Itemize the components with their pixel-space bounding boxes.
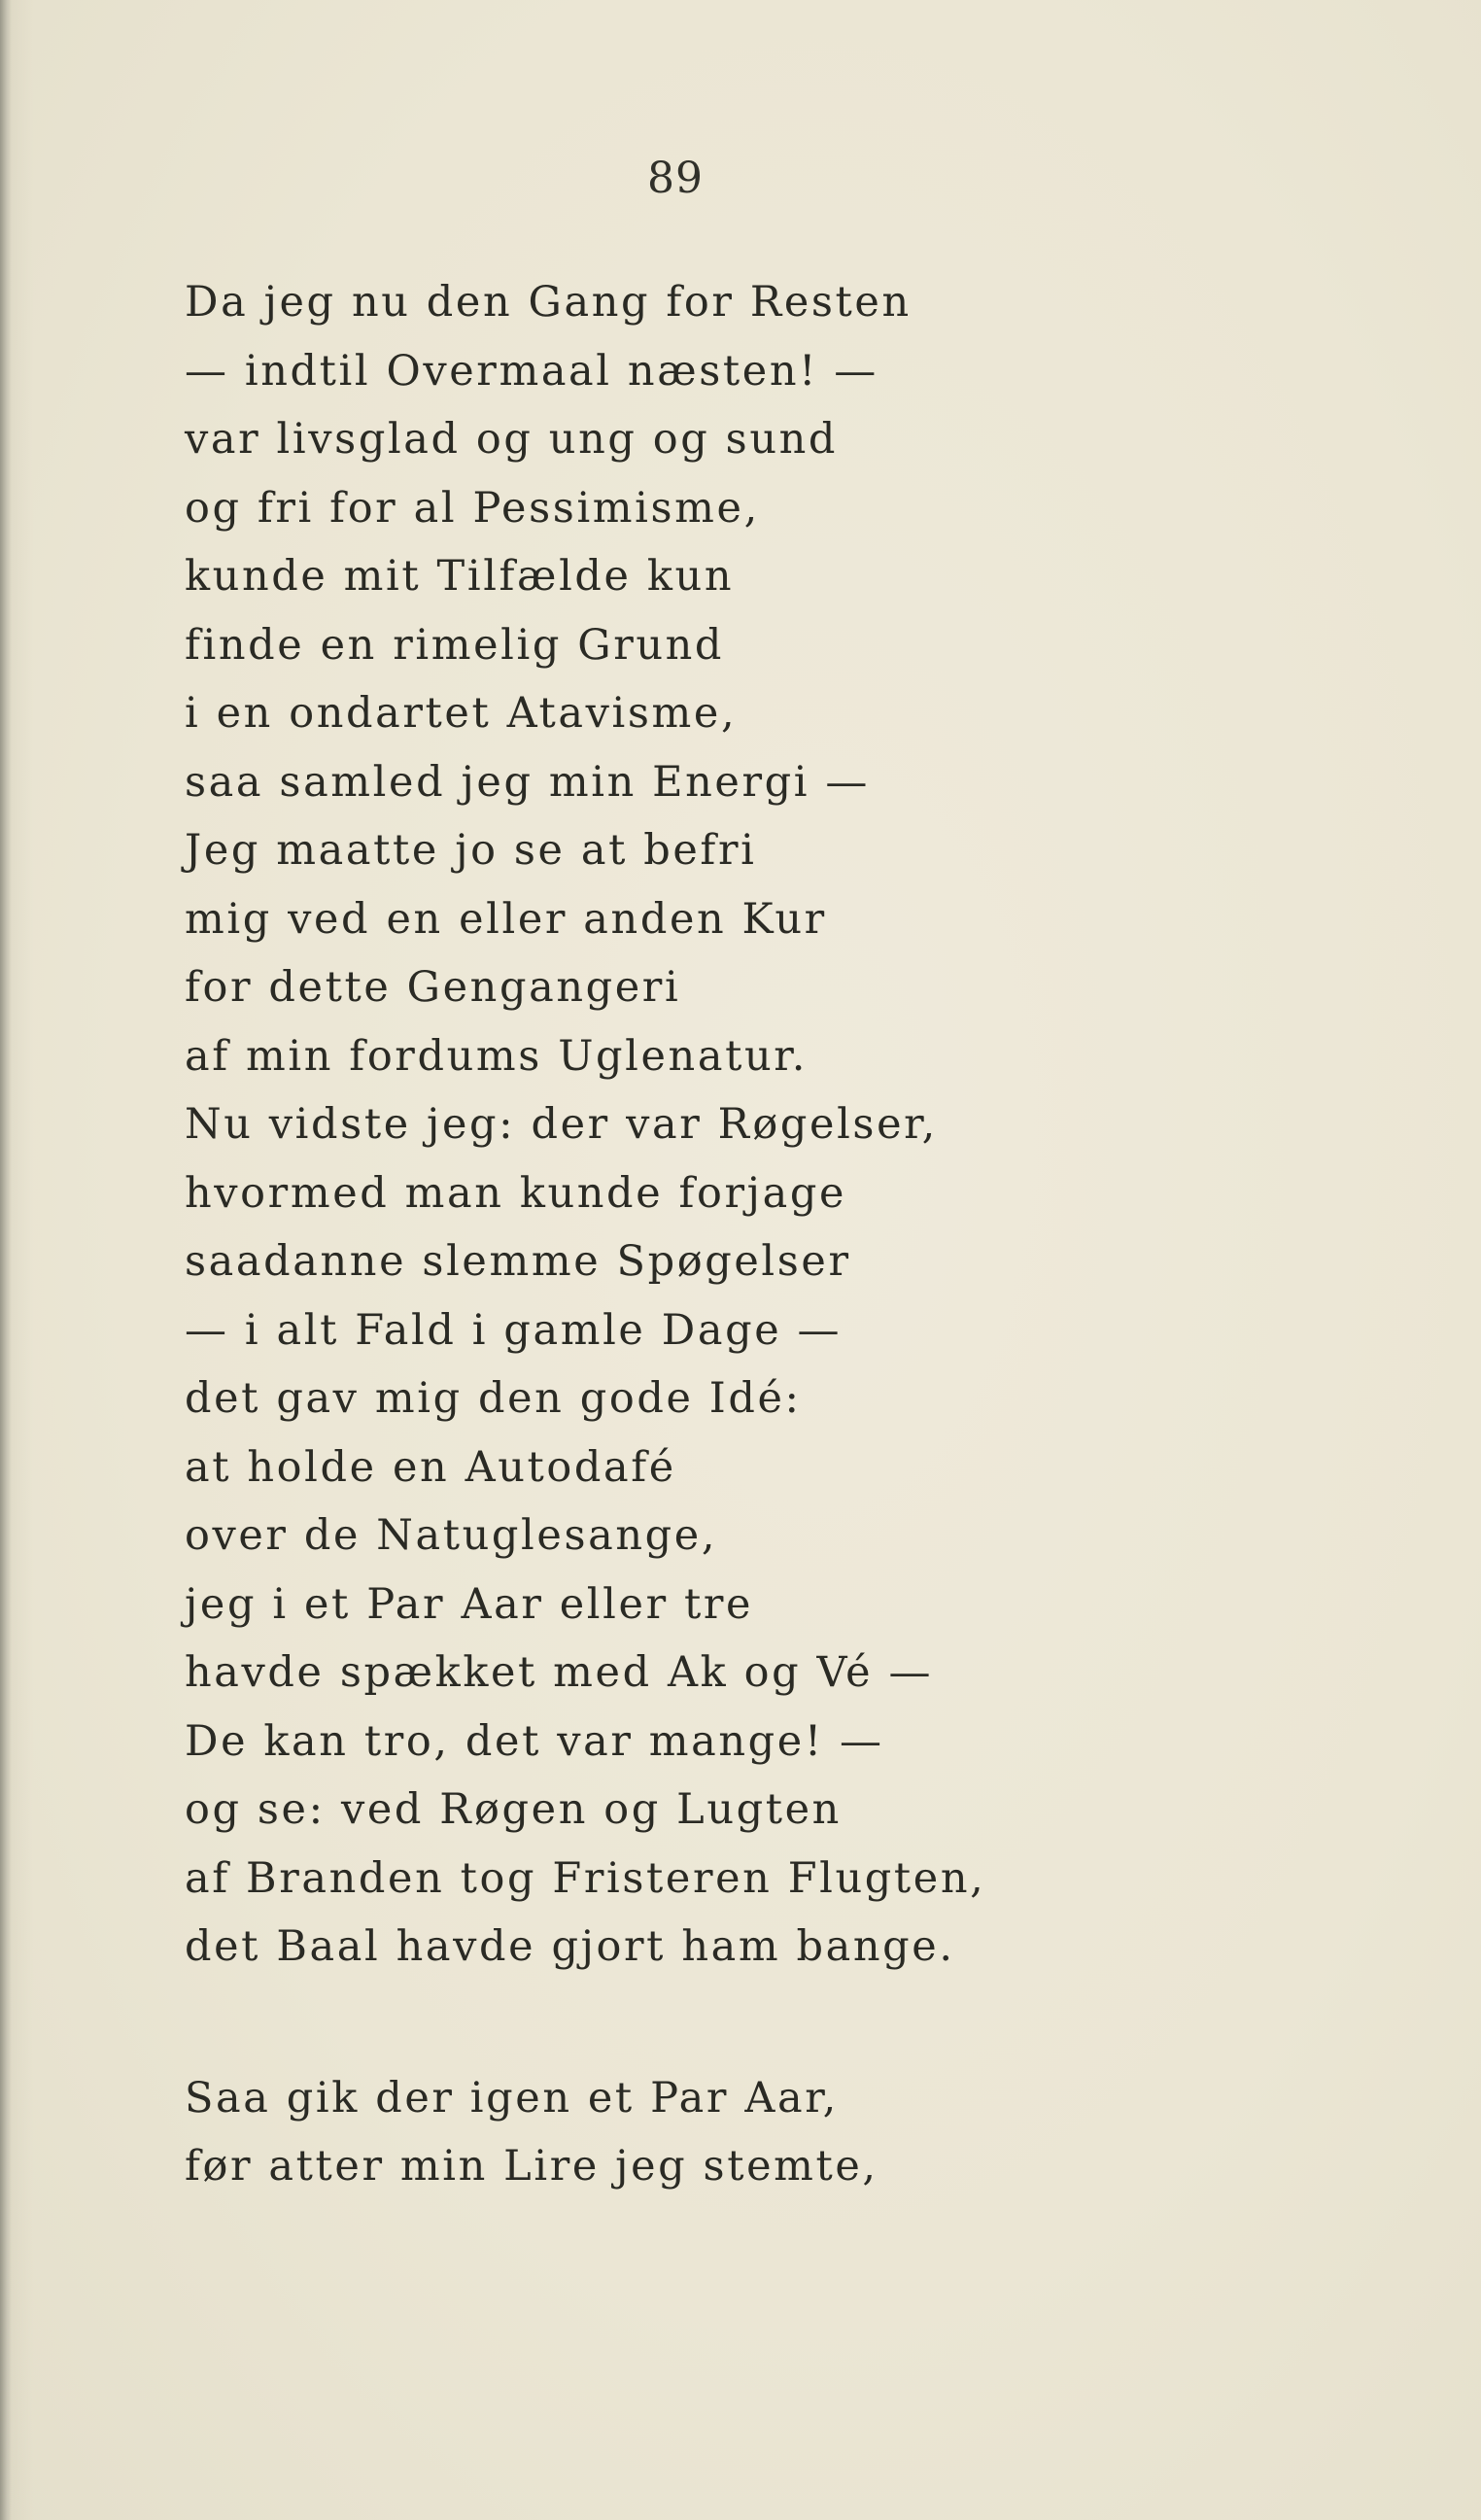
poem-line: Nu vidste jeg: der var Røgelser, (185, 1100, 938, 1149)
poem-line: for dette Gengangeri (185, 963, 681, 1012)
stanza-2 (185, 2064, 1302, 2201)
poem-line: var livsglad og ung og sund (185, 415, 839, 464)
poem-line: Da jeg nu den Gang for Resten (185, 278, 912, 327)
poem-line: af Branden tog Fristeren Flugten, (185, 1853, 986, 1903)
poem-line: af min fordums Uglenatur. (185, 1031, 808, 1081)
poem-line: over de Natuglesange, (185, 1511, 718, 1560)
poem-line: Jeg maatte jo se at befri (185, 826, 757, 875)
poem-line: i en ondartet Atavisme, (185, 689, 738, 738)
poem-line: hvormed man kunde forjage (185, 1168, 847, 1218)
poem-line: havde spækket med Ak og Vé — (185, 1648, 934, 1697)
poem-text (185, 268, 1302, 2201)
poem-line: saa samled jeg min Energi — (185, 757, 870, 807)
page-number: 89 (647, 154, 704, 203)
page-binding-edge (0, 0, 12, 2520)
poem-line: finde en rimelig Grund (185, 620, 725, 670)
poem-line: at holde en Autodafé (185, 1442, 676, 1492)
poem-line: før atter min Lire jeg stemte, (185, 2142, 878, 2191)
poem-line: — i alt Fald i gamle Dage — (185, 1305, 843, 1355)
poem-line: jeg i et Par Aar eller tre (185, 1579, 754, 1629)
poem-line: og se: ved Røgen og Lugten (185, 1785, 842, 1834)
stanza-1 (185, 268, 1302, 1982)
poem-line: det Baal havde gjort ham bange. (185, 1922, 955, 1971)
poem-line: det gav mig den gode Idé: (185, 1374, 802, 1423)
poem-line: og fri for al Pessimisme, (185, 483, 760, 533)
poem-line: kunde mit Tilfælde kun (185, 552, 735, 601)
stanza-divider (185, 1982, 1302, 2064)
poem-line: saadanne slemme Spøgelser (185, 1237, 851, 1286)
poem-line: mig ved en eller anden Kur (185, 894, 827, 944)
poem-line: — indtil Overmaal næsten! — (185, 346, 878, 396)
poem-line: Saa gik der igen et Par Aar, (185, 2073, 839, 2123)
poem-line: De kan tro, det var mange! — (185, 1716, 884, 1766)
